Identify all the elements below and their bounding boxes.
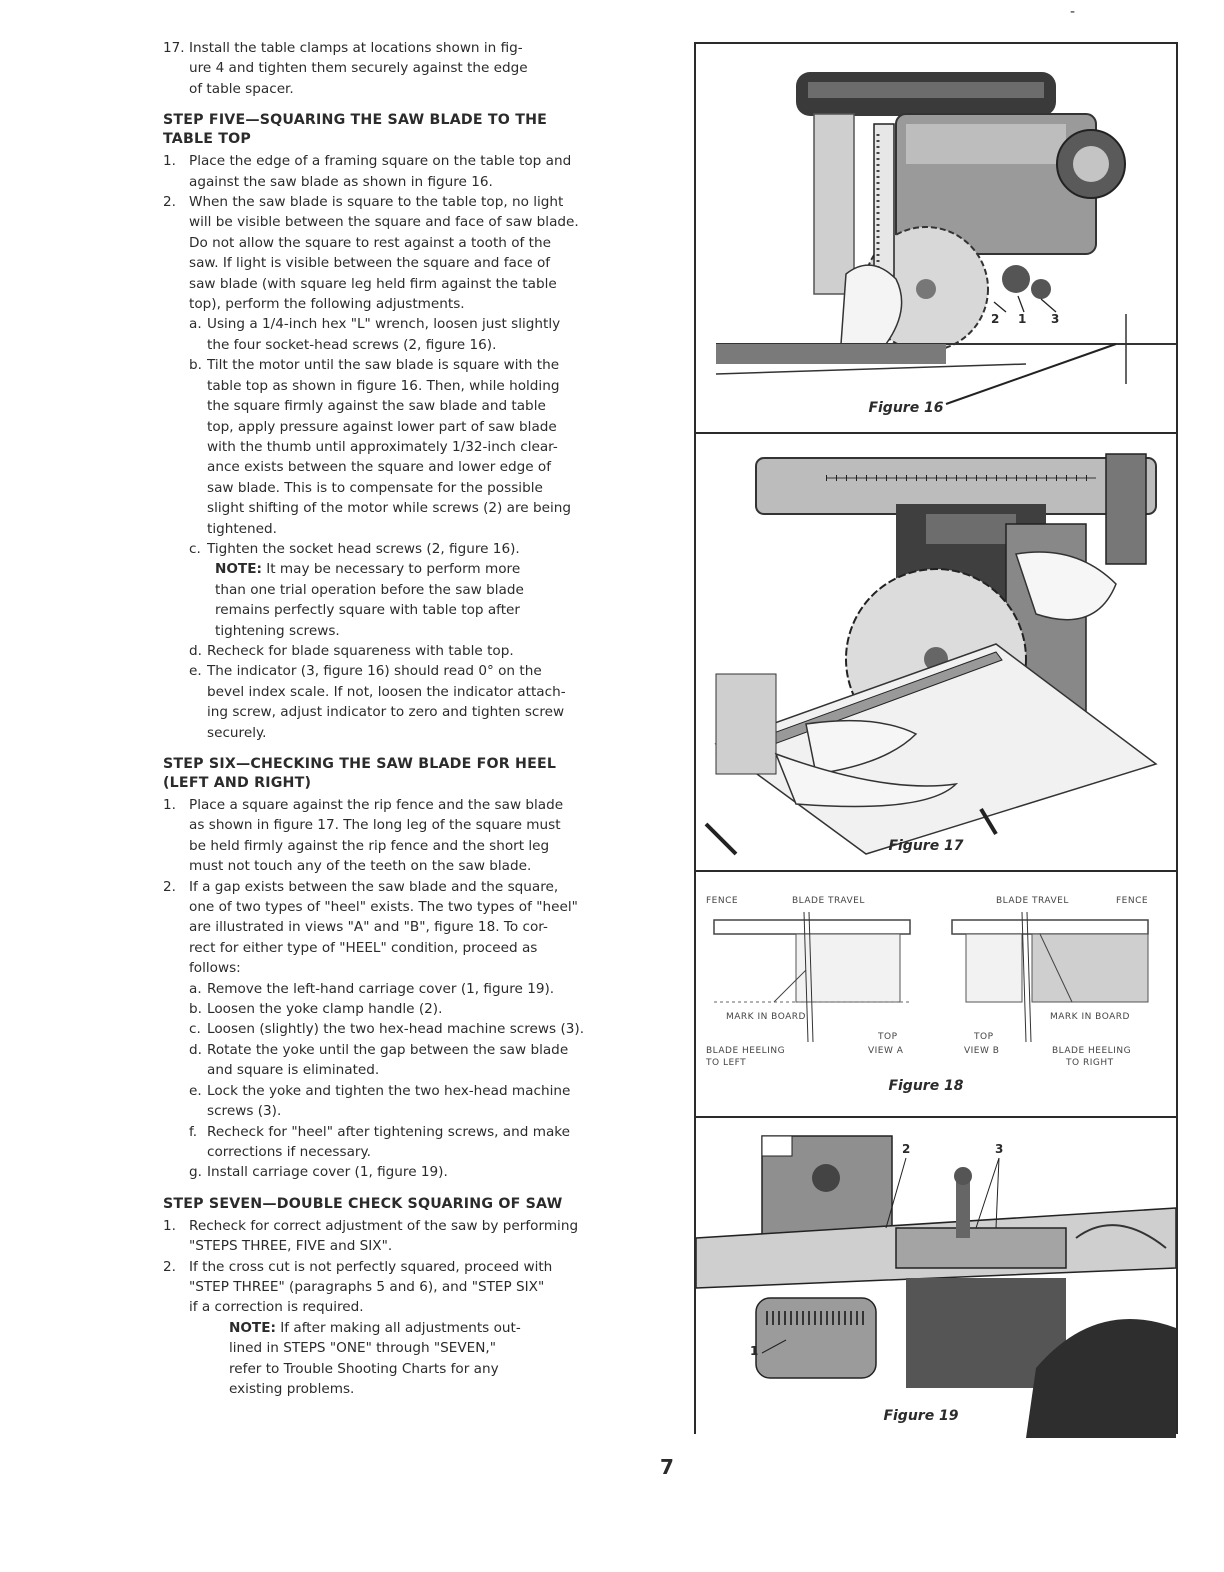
- line: lined in STEPS "ONE" through "SEVEN,": [229, 1340, 496, 1357]
- line: and square is eliminated.: [207, 1062, 380, 1079]
- sub-letter: b.: [189, 1001, 202, 1018]
- line: saw blade. This is to compensate for the possible: [207, 479, 543, 496]
- section-heading: STEP SEVEN—DOUBLE CHECK SQUARING OF SAW: [163, 1195, 563, 1212]
- item-number: 1.: [163, 797, 176, 813]
- list-item: [163, 192, 641, 314]
- callout-1: 1: [1018, 312, 1027, 326]
- sub-item: [163, 1019, 641, 1039]
- label-mark-left: MARK IN BOARD: [726, 1012, 806, 1022]
- sub-item: [163, 1081, 641, 1122]
- line: Recheck for blade squareness with table top.: [207, 642, 514, 659]
- text-column: [163, 38, 641, 1399]
- line: rect for either type of "HEEL" condition, proceed as: [189, 939, 538, 956]
- label-view-b: VIEW B: [964, 1046, 1000, 1056]
- figure-16: [696, 44, 1176, 434]
- line: Loosen the yoke clamp handle (2).: [207, 1001, 443, 1018]
- sub-item: [163, 1162, 641, 1182]
- label-blade-travel-right: BLADE TRAVEL: [996, 896, 1069, 906]
- sub-letter: a.: [189, 316, 202, 333]
- note-block: [163, 559, 641, 641]
- note-label: NOTE:: [215, 561, 262, 578]
- line: tightened.: [207, 520, 277, 537]
- figure-caption: Figure 17: [888, 838, 964, 854]
- callout-3: 3: [1051, 312, 1060, 326]
- line: [215, 559, 641, 579]
- sub-letter: b.: [189, 357, 202, 374]
- line: "STEP THREE" (paragraphs 5 and 6), and "STEP SIX": [189, 1278, 545, 1295]
- figure-19-illustration: [696, 1118, 1176, 1438]
- line: against the saw blade as shown in figure 16.: [189, 173, 493, 190]
- callout-1: 1: [750, 1344, 759, 1358]
- line: top), perform the following adjustments.: [189, 296, 465, 313]
- label-fence-left: FENCE: [706, 896, 739, 906]
- figure-17-illustration: [696, 434, 1176, 870]
- list-item: [163, 877, 641, 979]
- figure-17: [696, 434, 1176, 872]
- line: will be visible between the square and face of saw blade.: [189, 214, 579, 231]
- callout-3: 3: [995, 1142, 1004, 1156]
- line: if a correction is required.: [189, 1299, 364, 1316]
- line: follows:: [189, 960, 241, 977]
- note-block: [163, 1318, 641, 1400]
- line: Using a 1/4-inch hex "L" wrench, loosen just slightly: [207, 316, 561, 333]
- note-text: It may be necessary to perform more: [261, 561, 521, 578]
- item-number: 2.: [163, 194, 176, 211]
- sub-item: [163, 355, 641, 539]
- heading-line: STEP FIVE—SQUARING THE SAW BLADE TO THE: [163, 112, 548, 129]
- label-mark-right: MARK IN BOARD: [1050, 1012, 1130, 1022]
- line: ance exists between the square and lower edge of: [207, 459, 552, 476]
- line: Tilt the motor until the saw blade is square with the: [207, 357, 560, 374]
- line: refer to Trouble Shooting Charts for any: [229, 1360, 499, 1377]
- sub-item: [163, 641, 641, 661]
- line: slight shifting of the motor while screws (2) are being: [207, 500, 571, 517]
- line: Tighten the socket head screws (2, figure 16).: [207, 540, 520, 557]
- sub-letter: f.: [189, 1123, 198, 1140]
- corner-mark: -: [1070, 4, 1076, 20]
- figure-caption: Figure 19: [883, 1408, 959, 1424]
- sub-letter: c.: [189, 1021, 201, 1038]
- figure-caption: Figure 18: [888, 1078, 964, 1094]
- sub-letter: a.: [189, 980, 202, 997]
- sub-item: [163, 661, 641, 743]
- line: [229, 1318, 641, 1338]
- line: be held firmly against the rip fence and the short leg: [189, 837, 550, 854]
- sub-item: [163, 314, 641, 355]
- line: ure 4 and tighten them securely against the edge: [189, 60, 528, 77]
- figure-16-illustration: [696, 44, 1176, 432]
- sub-letter: e.: [189, 1082, 202, 1099]
- sub-letter: d.: [189, 642, 202, 659]
- label-heeling-left: BLADE HEELING: [706, 1046, 786, 1056]
- note-label: NOTE:: [229, 1319, 276, 1336]
- label-fence-right: FENCE: [1116, 896, 1149, 906]
- line: Rotate the yoke until the gap between the saw blade: [207, 1041, 569, 1058]
- heading-line: TABLE TOP: [163, 131, 251, 148]
- line: Place a square against the rip fence and the saw blade: [189, 797, 564, 813]
- label-top-a: TOP: [878, 1032, 898, 1042]
- sub-item: [163, 1040, 641, 1081]
- line: are illustrated in views "A" and "B", figure 18. To cor-: [189, 919, 548, 936]
- list-item: [163, 795, 641, 877]
- callout-2: 2: [902, 1142, 911, 1156]
- label-blade-travel-left: BLADE TRAVEL: [792, 896, 865, 906]
- line: one of two types of "heel" exists. The two types of "heel": [189, 899, 578, 916]
- line: Lock the yoke and tighten the two hex-head machine: [207, 1082, 571, 1099]
- line: screws (3).: [207, 1103, 282, 1120]
- line: top, apply pressure against lower part of saw blade: [207, 418, 557, 435]
- sub-item: [163, 999, 641, 1019]
- figure-18: [696, 872, 1176, 1118]
- label-view-a: VIEW A: [868, 1046, 904, 1056]
- line: Remove the left-hand carriage cover (1, figure 19).: [207, 980, 555, 997]
- item-number: 1.: [163, 1217, 176, 1234]
- line: with the thumb until approximately 1/32-inch clear-: [207, 438, 558, 455]
- line: "STEPS THREE, FIVE and SIX".: [189, 1238, 393, 1255]
- line: must not touch any of the teeth on the saw blade.: [189, 858, 532, 875]
- label-to-left: TO LEFT: [706, 1058, 747, 1068]
- line: saw. If light is visible between the square and face of: [189, 255, 551, 272]
- callout-2: 2: [991, 312, 1000, 326]
- line: securely.: [207, 724, 267, 741]
- sub-item: [163, 979, 641, 999]
- figure-19: [696, 1118, 1176, 1438]
- line: saw blade (with square leg held firm against the table: [189, 275, 557, 292]
- sub-item: [163, 539, 641, 559]
- label-to-right: TO RIGHT: [1066, 1058, 1114, 1068]
- section-heading: [163, 755, 641, 793]
- sub-letter: g.: [189, 1164, 202, 1181]
- heading-line: (LEFT AND RIGHT): [163, 775, 312, 791]
- line: remains perfectly square with table top after: [215, 602, 520, 619]
- note-text: If after making all adjustments out-: [275, 1319, 521, 1336]
- line: corrections if necessary.: [207, 1143, 371, 1160]
- line: table top as shown in figure 16. Then, while holding: [207, 377, 560, 394]
- line: If the cross cut is not perfectly squared, proceed with: [189, 1258, 553, 1275]
- line: Recheck for "heel" after tightening screws, and make: [207, 1123, 571, 1140]
- item-number: 1.: [163, 153, 176, 170]
- sub-letter: e.: [189, 663, 202, 680]
- list-item: [163, 1216, 641, 1257]
- line: Install carriage cover (1, figure 19).: [207, 1164, 448, 1181]
- label-top-b: TOP: [974, 1032, 994, 1042]
- line: Install the table clamps at locations shown in fig-: [189, 40, 523, 56]
- sub-letter: c.: [189, 540, 201, 557]
- line: tightening screws.: [215, 622, 340, 639]
- line: Place the edge of a framing square on the table top and: [189, 153, 572, 170]
- line: as shown in figure 17. The long leg of the square must: [189, 817, 561, 834]
- line: of table spacer.: [189, 80, 294, 97]
- sub-item: [163, 1122, 641, 1163]
- list-item: [163, 151, 641, 192]
- item-number: 2.: [163, 878, 176, 895]
- line: existing problems.: [229, 1380, 355, 1397]
- line: Loosen (slightly) the two hex-head machine screws (3).: [207, 1021, 585, 1038]
- heading-line: STEP SIX—CHECKING THE SAW BLADE FOR HEEL: [163, 756, 557, 772]
- line: ing screw, adjust indicator to zero and tighten screw: [207, 704, 565, 721]
- line: Recheck for correct adjustment of the saw by performing: [189, 1217, 579, 1234]
- item-number: 2.: [163, 1258, 176, 1275]
- line: If a gap exists between the saw blade and the square,: [189, 878, 559, 895]
- section-heading: [163, 111, 641, 149]
- item-number: 17.: [163, 40, 185, 56]
- line: Do not allow the square to rest against a tooth of the: [189, 234, 551, 251]
- page-number: 7: [660, 1455, 674, 1479]
- figure-caption: Figure 16: [868, 400, 944, 416]
- line: the four socket-head screws (2, figure 16).: [207, 336, 497, 353]
- figures-column: [694, 42, 1178, 1434]
- line: bevel index scale. If not, loosen the indicator attach-: [207, 683, 566, 700]
- list-item: [163, 38, 641, 99]
- line: the square firmly against the saw blade and table: [207, 398, 546, 415]
- line: than one trial operation before the saw blade: [215, 581, 524, 598]
- line: When the saw blade is square to the table top, no light: [189, 194, 564, 211]
- line: The indicator (3, figure 16) should read 0° on the: [207, 663, 542, 680]
- label-heeling-right: BLADE HEELING: [1052, 1046, 1132, 1056]
- sub-letter: d.: [189, 1041, 202, 1058]
- list-item: [163, 1257, 641, 1318]
